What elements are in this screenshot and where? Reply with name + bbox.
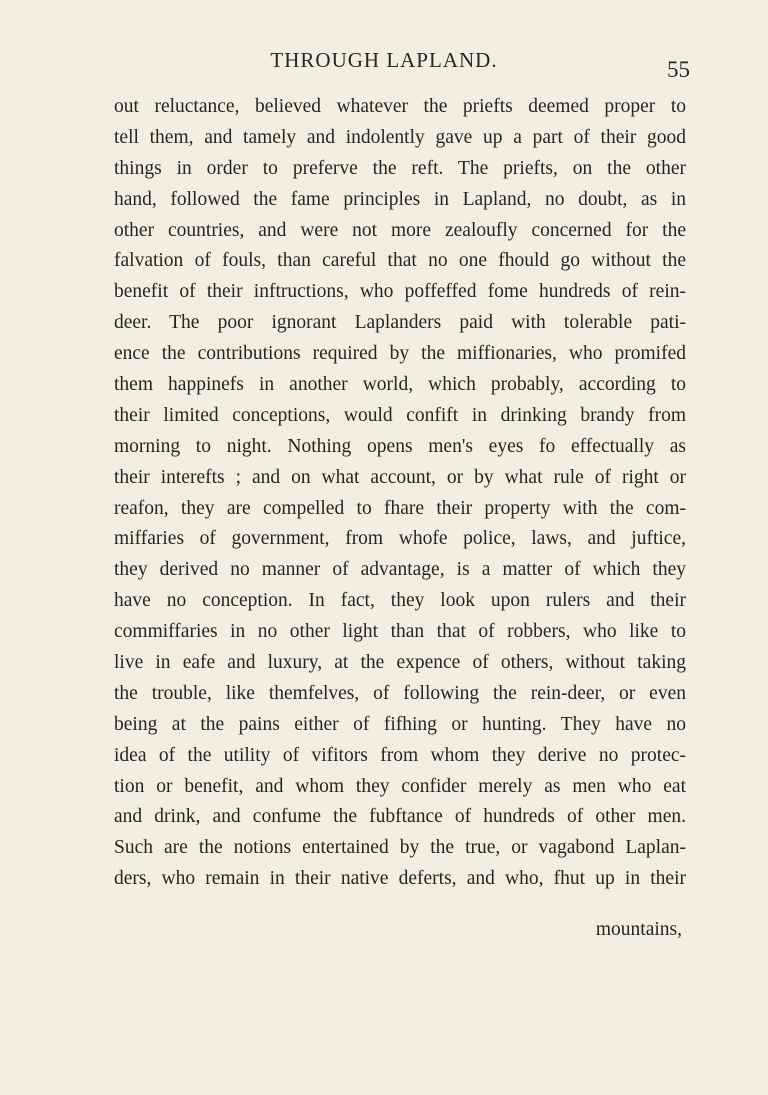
catchword: mountains, xyxy=(595,919,682,940)
text-line: them happinefs in another world, which probably, according to xyxy=(114,374,686,396)
text-line: things in order to preferve the reft. The priefts, on the other xyxy=(114,157,686,179)
text-line: their limited conceptions, would confift in drinking brandy from xyxy=(114,404,686,426)
text-line: other countries, and were not more zealoufly concerned for the xyxy=(114,219,686,241)
text-line: the trouble, like themfelves, of following the rein-deer, or even xyxy=(114,682,686,704)
text-line: and drink, and confume the fubftance of hundreds of other men. xyxy=(114,806,686,828)
text-line: Such are the notions entertained by the true, or vagabond Laplan- xyxy=(114,837,686,859)
text-line: reafon, they are compelled to fhare their property with the com- xyxy=(114,497,686,519)
text-line: tion or benefit, and whom they confider merely as men who eat xyxy=(114,775,686,797)
text-line: commiffaries in no other light than that of robbers, who like to xyxy=(114,621,686,643)
text-line: miffaries of government, from whofe police, laws, and juftice, xyxy=(114,528,686,550)
text-line: tell them, and tamely and indolently gave up a part of their good xyxy=(114,126,686,148)
page-number: 55 xyxy=(667,57,690,82)
text-line: idea of the utility of vifitors from whom they derive no protec- xyxy=(114,744,686,766)
text-line: have no conception. In fact, they look upon rulers and their xyxy=(114,590,686,612)
text-line: falvation of fouls, than careful that no one fhould go without the xyxy=(114,250,686,272)
text-line: deer. The poor ignorant Laplanders paid with tolerable pati- xyxy=(114,312,686,334)
text-line: out reluctance, believed whatever the priefts deemed proper to xyxy=(114,96,686,117)
text-line: being at the pains either of fifhing or hunting. They have no xyxy=(114,713,686,735)
text-line: their interefts ; and on what account, or by what rule of right or xyxy=(114,466,686,488)
text-line: ence the contributions required by the miffionaries, who promifed xyxy=(114,343,686,365)
text-line: hand, followed the fame principles in Lapland, no doubt, as in xyxy=(114,188,686,210)
text-line: live in eafe and luxury, at the expence of others, without taking xyxy=(114,652,686,674)
text-line: benefit of their inftructions, who poffeffed fome hundreds of rein- xyxy=(114,281,686,303)
text-line: ders, who remain in their native deferts, and who, fhut up in their xyxy=(114,868,686,890)
running-title: THROUGH LAPLAND. xyxy=(270,48,498,72)
text-line: morning to night. Nothing opens men's eyes fo effectually as xyxy=(114,435,686,457)
text-line: they derived no manner of advantage, is a matter of which they xyxy=(114,559,686,581)
body-text xyxy=(114,92,686,895)
